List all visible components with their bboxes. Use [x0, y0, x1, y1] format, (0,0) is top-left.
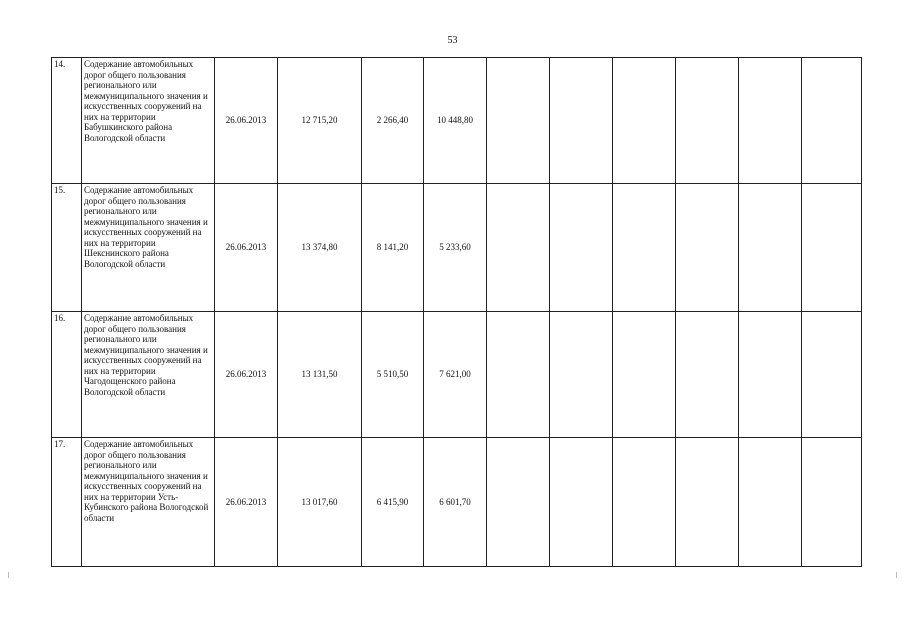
margin-mark-right — [896, 572, 897, 578]
page-number: 53 — [447, 35, 458, 46]
row-value-remaining: 5 233,60 — [424, 184, 487, 312]
row-value-remaining: 6 601,70 — [424, 438, 487, 567]
row-description: Содержание автомобильных дорог общего пользования регионального или межмуниципального значения и искусственных сооружений на них на территории Усть-Кубинского района Вологодской области — [82, 438, 215, 567]
row-description: Содержание автомобильных дорог общего пользования регионального или межмуниципального значения и искусственных сооружений на них на территории Шекснинского района Вологодской области — [82, 184, 215, 312]
empty-cell — [676, 438, 739, 567]
row-date: 26.06.2013 — [215, 312, 278, 438]
row-value-total: 12 715,20 — [278, 58, 362, 184]
table-row — [52, 438, 862, 567]
empty-cell — [613, 184, 676, 312]
empty-cell — [550, 184, 613, 312]
table-row — [52, 312, 862, 438]
row-date: 26.06.2013 — [215, 184, 278, 312]
row-value-total: 13 374,80 — [278, 184, 362, 312]
row-number: 16. — [52, 312, 82, 438]
empty-cell — [487, 184, 550, 312]
empty-cell — [676, 184, 739, 312]
table-row — [52, 184, 862, 312]
empty-cell — [487, 312, 550, 438]
row-value-remaining: 7 621,00 — [424, 312, 487, 438]
row-date: 26.06.2013 — [215, 58, 278, 184]
row-value-paid: 8 141,20 — [362, 184, 424, 312]
empty-cell — [613, 58, 676, 184]
empty-cell — [676, 312, 739, 438]
empty-cell — [487, 438, 550, 567]
empty-cell — [613, 312, 676, 438]
empty-cell — [739, 438, 802, 567]
row-description: Содержание автомобильных дорог общего пользования регионального или межмуниципального значения и искусственных сооружений на них на территории Бабушкинского района Вологодской области — [82, 58, 215, 184]
row-value-total: 13 131,50 — [278, 312, 362, 438]
table-row — [52, 58, 862, 184]
empty-cell — [802, 58, 862, 184]
row-number: 14. — [52, 58, 82, 184]
empty-cell — [739, 184, 802, 312]
row-date: 26.06.2013 — [215, 438, 278, 567]
row-value-paid: 6 415,90 — [362, 438, 424, 567]
empty-cell — [676, 58, 739, 184]
row-description: Содержание автомобильных дорог общего пользования регионального или межмуниципального значения и искусственных сооружений на них на территории Чагодощенского района Вологодской области — [82, 312, 215, 438]
empty-cell — [550, 312, 613, 438]
margin-mark-left — [8, 572, 9, 578]
empty-cell — [613, 438, 676, 567]
row-value-paid: 2 266,40 — [362, 58, 424, 184]
row-number: 15. — [52, 184, 82, 312]
empty-cell — [802, 438, 862, 567]
empty-cell — [802, 312, 862, 438]
empty-cell — [487, 58, 550, 184]
empty-cell — [550, 58, 613, 184]
table-body — [52, 58, 862, 567]
empty-cell — [739, 58, 802, 184]
row-value-total: 13 017,60 — [278, 438, 362, 567]
empty-cell — [739, 312, 802, 438]
row-value-remaining: 10 448,80 — [424, 58, 487, 184]
empty-cell — [550, 438, 613, 567]
contracts-table — [51, 57, 862, 567]
row-value-paid: 5 510,50 — [362, 312, 424, 438]
row-number: 17. — [52, 438, 82, 567]
empty-cell — [802, 184, 862, 312]
